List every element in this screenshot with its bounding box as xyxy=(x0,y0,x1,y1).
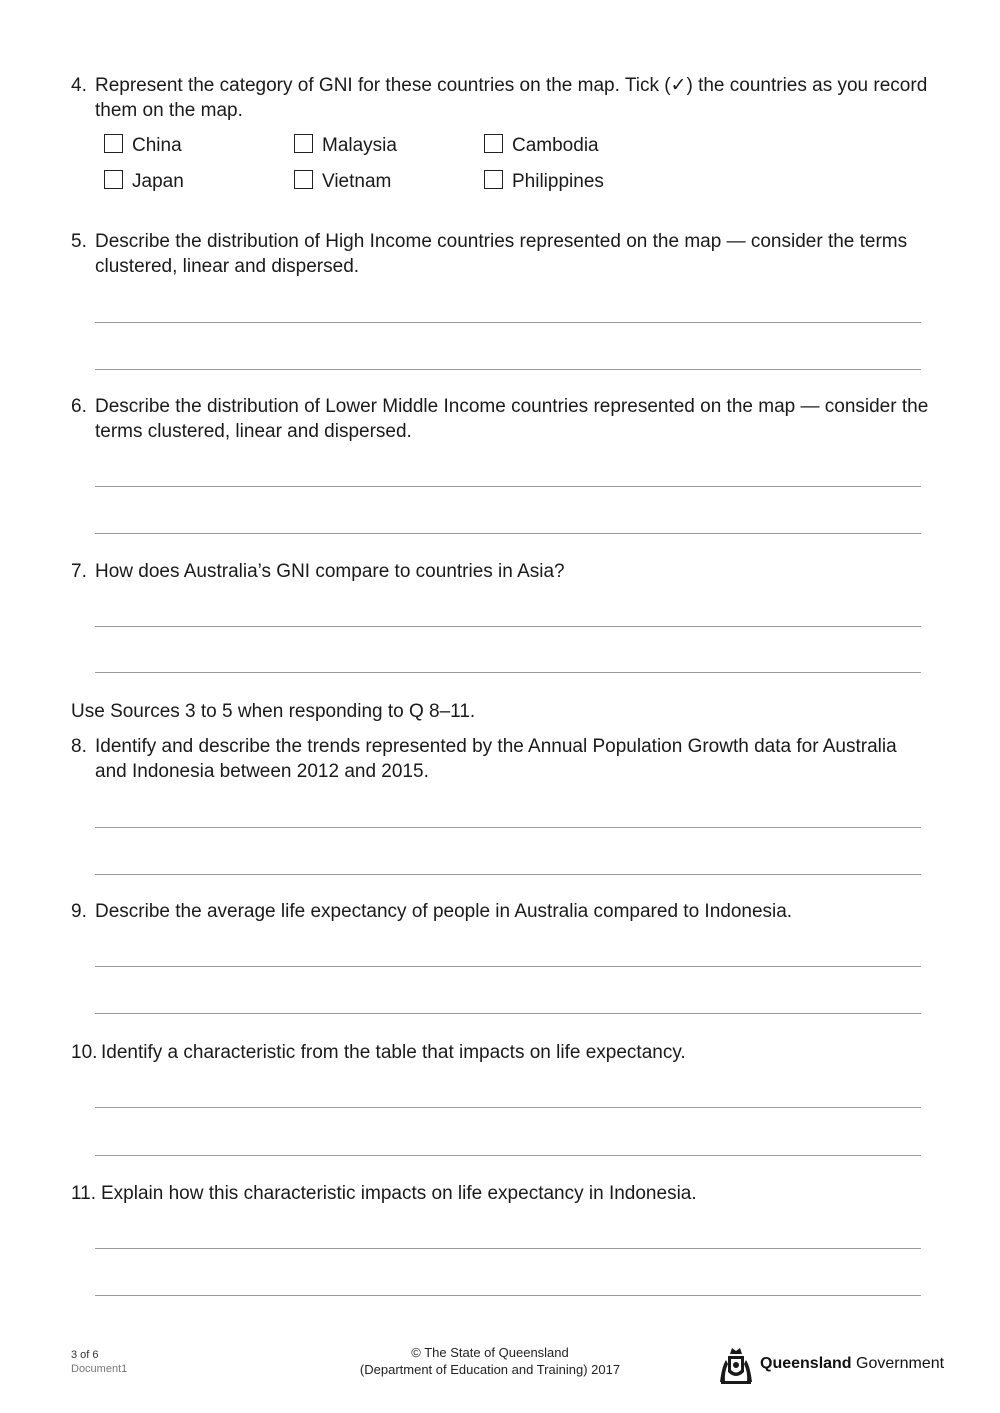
checkbox-cambodia[interactable] xyxy=(484,133,599,159)
checkbox-box[interactable] xyxy=(484,134,503,153)
question-number: 11. xyxy=(71,1183,97,1204)
answer-line[interactable] xyxy=(95,827,921,828)
question-11 xyxy=(71,1181,931,1206)
answer-line[interactable] xyxy=(95,1295,921,1296)
checkbox-label: Malaysia xyxy=(322,135,397,156)
page-number: 3 of 6 xyxy=(71,1349,99,1361)
question-number: 10. xyxy=(71,1042,98,1063)
question-number: 4. xyxy=(71,75,87,96)
answer-line[interactable] xyxy=(95,369,921,370)
question-text: Identify and describe the trends represented by the Annual Population Growth data for Australia and Indonesia between 2012 and 2015. xyxy=(95,736,897,782)
checkbox-philippines[interactable] xyxy=(484,169,604,195)
question-number: 9. xyxy=(71,901,87,922)
answer-line[interactable] xyxy=(95,672,921,673)
coat-of-arms-icon xyxy=(716,1342,756,1386)
checkbox-box[interactable] xyxy=(104,170,123,189)
question-text: Describe the average life expectancy of people in Australia compared to Indonesia. xyxy=(95,901,793,922)
checkbox-label: China xyxy=(132,135,182,156)
copyright-line-1: © The State of Queensland xyxy=(411,1345,569,1360)
checkbox-box[interactable] xyxy=(294,170,313,189)
checkbox-box[interactable] xyxy=(294,134,313,153)
question-number: 6. xyxy=(71,396,87,417)
question-10 xyxy=(71,1040,931,1065)
checkbox-vietnam[interactable] xyxy=(294,169,391,195)
answer-line[interactable] xyxy=(95,1248,921,1249)
question-8 xyxy=(71,734,931,784)
copyright-line-2: (Department of Education and Training) 2017 xyxy=(359,1362,621,1377)
checkbox-china[interactable] xyxy=(104,133,182,159)
logo-bold-text: Queensland xyxy=(760,1355,852,1372)
answer-line[interactable] xyxy=(95,874,921,875)
answer-line[interactable] xyxy=(95,533,921,534)
question-6 xyxy=(71,394,931,444)
answer-line[interactable] xyxy=(95,322,921,323)
question-number: 7. xyxy=(71,561,87,582)
sources-instruction: Use Sources 3 to 5 when responding to Q 8–11. xyxy=(71,701,476,722)
logo-wordmark xyxy=(760,1355,944,1373)
question-9 xyxy=(71,899,931,924)
answer-line[interactable] xyxy=(95,486,921,487)
question-7 xyxy=(71,559,931,584)
checkbox-label: Philippines xyxy=(512,171,604,192)
checkbox-malaysia[interactable] xyxy=(294,133,397,159)
queensland-government-logo xyxy=(716,1342,945,1386)
question-number: 5. xyxy=(71,231,87,252)
logo-regular-text: Government xyxy=(851,1355,945,1372)
answer-line[interactable] xyxy=(95,626,921,627)
checkbox-box[interactable] xyxy=(104,134,123,153)
checkbox-box[interactable] xyxy=(484,170,503,189)
document-name: Document1 xyxy=(71,1363,128,1375)
answer-line[interactable] xyxy=(95,1107,921,1108)
question-text: Explain how this characteristic impacts on life expectancy in Indonesia. xyxy=(101,1183,697,1204)
checkbox-japan[interactable] xyxy=(104,169,184,195)
checkbox-label: Vietnam xyxy=(322,171,392,192)
question-text: How does Australia’s GNI compare to countries in Asia? xyxy=(95,561,565,582)
answer-line[interactable] xyxy=(95,966,921,967)
footer-page-info xyxy=(71,1348,127,1376)
question-text: Represent the category of GNI for these countries on the map. Tick (✓) the countries as you record them on the map. xyxy=(95,75,928,121)
footer-copyright xyxy=(330,1344,650,1378)
question-text: Identify a characteristic from the table that impacts on life expectancy. xyxy=(101,1042,686,1063)
question-number: 8. xyxy=(71,736,87,757)
checkbox-label: Cambodia xyxy=(512,135,599,156)
question-text: Describe the distribution of Lower Middle Income countries represented on the map — consider the terms clustered, linear and dispersed. xyxy=(95,396,929,442)
question-4 xyxy=(71,73,931,123)
question-5 xyxy=(71,229,931,279)
question-text: Describe the distribution of High Income countries represented on the map — consider the terms clustered, linear and dispersed. xyxy=(95,231,908,277)
answer-line[interactable] xyxy=(95,1155,921,1156)
answer-line[interactable] xyxy=(95,1013,921,1014)
checkbox-label: Japan xyxy=(132,171,184,192)
